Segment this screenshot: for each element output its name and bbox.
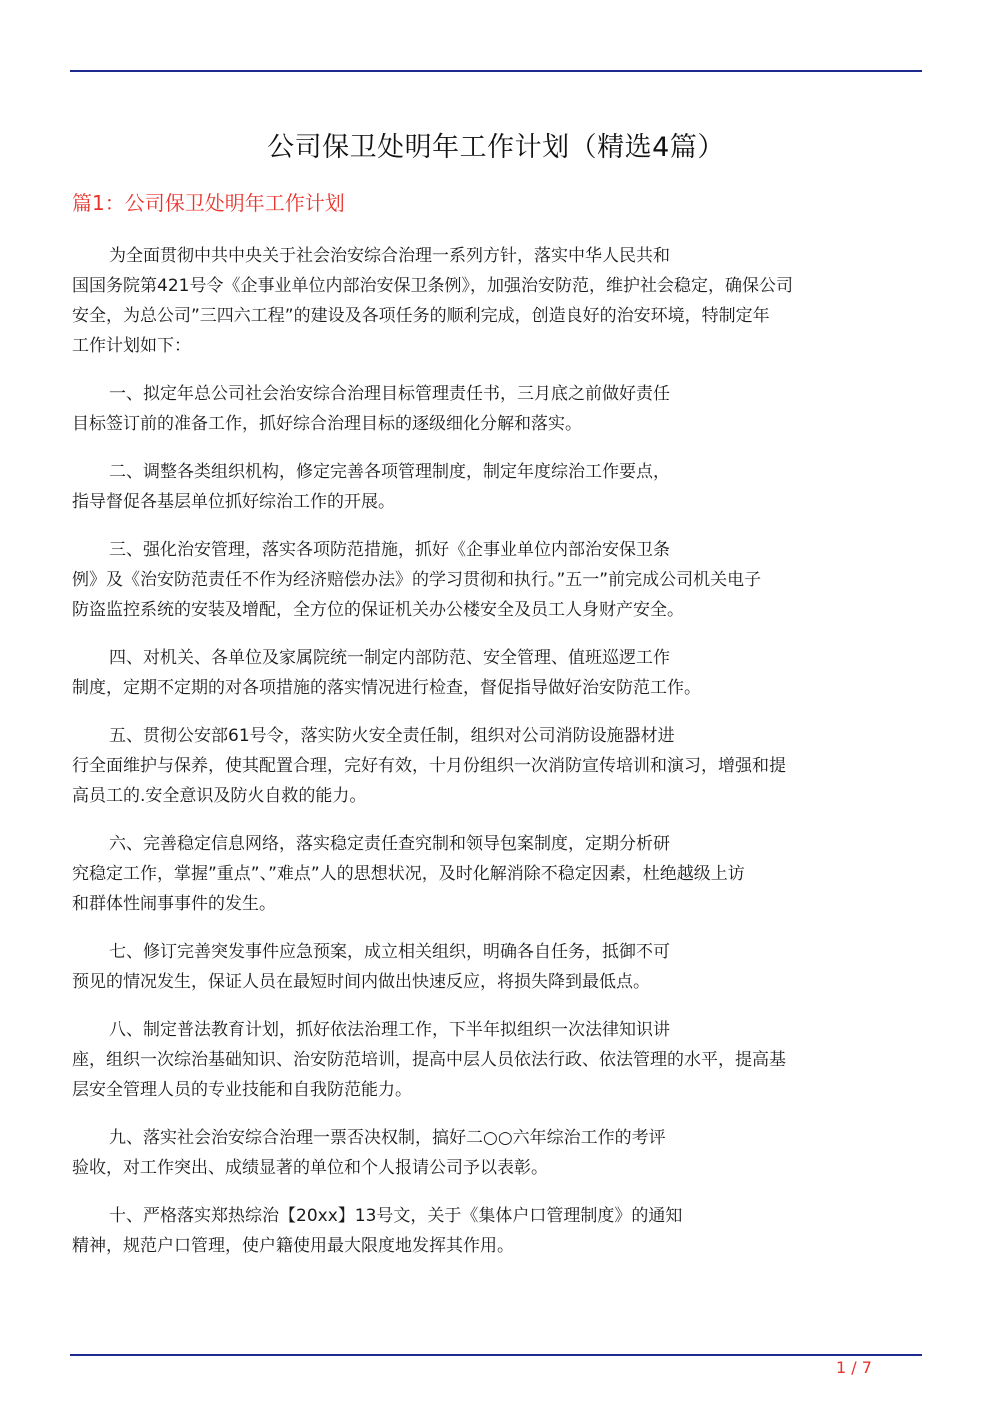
paragraph-line: 究稳定工作，掌握”重点”、”难点”人的思想状况，及时化解消除不稳定因素，杜绝越级上访 bbox=[72, 864, 745, 884]
paragraph-item-2 bbox=[72, 457, 922, 517]
paragraph-line: 国国务院第421号令《企事业单位内部治安保卫条例》，加强治安防范，维护社会稳定，确保公司 bbox=[72, 276, 793, 296]
paragraph-line: 五、贯彻公安部61号令，落实防火安全责任制，组织对公司消防设施器材进 bbox=[109, 726, 675, 746]
paragraph-line: 工作计划如下： bbox=[72, 336, 191, 356]
paragraph-line: 目标签订前的准备工作，抓好综合治理目标的逐级细化分解和落实。 bbox=[72, 414, 582, 434]
paragraph-item-10 bbox=[72, 1201, 922, 1261]
document-title: 公司保卫处明年工作计划（精选4篇） bbox=[267, 132, 725, 163]
paragraph-item-3 bbox=[72, 535, 922, 625]
document-body bbox=[72, 241, 922, 1279]
paragraph-item-1 bbox=[72, 379, 922, 439]
paragraph-item-9 bbox=[72, 1123, 922, 1183]
paragraph-line: 例》及《治安防范责任不作为经济赔偿办法》的学习贯彻和执行。”五一”前完成公司机关电子 bbox=[72, 570, 762, 590]
paragraph-line: 十、严格落实郑热综治【20xx】13号文，关于《集体户口管理制度》的通知 bbox=[109, 1206, 683, 1226]
paragraph-line: 三、强化治安管理，落实各项防范措施，抓好《企事业单位内部治安保卫条 bbox=[109, 540, 670, 560]
paragraph-line: 座，组织一次综治基础知识、治安防范培训，提高中层人员依法行政、依法管理的水平，提高基 bbox=[72, 1050, 786, 1070]
paragraph-line: 七、修订完善突发事件应急预案，成立相关组织，明确各自任务，抵御不可 bbox=[109, 942, 670, 962]
paragraph-line: 精神，规范户口管理，使户籍使用最大限度地发挥其作用。 bbox=[72, 1236, 514, 1256]
paragraph-line: 一、拟定年总公司社会治安综合治理目标管理责任书，三月底之前做好责任 bbox=[109, 384, 670, 404]
paragraph-line: 六、完善稳定信息网络，落实稳定责任查究制和领导包案制度，定期分析研 bbox=[109, 834, 670, 854]
section-heading: 篇1：公司保卫处明年工作计划 bbox=[72, 191, 345, 215]
paragraph-line: 为全面贯彻中共中央关于社会治安综合治理一系列方针，落实中华人民共和 bbox=[109, 246, 670, 266]
paragraph-intro bbox=[72, 241, 922, 361]
paragraph-line: 指导督促各基层单位抓好综治工作的开展。 bbox=[72, 492, 395, 512]
paragraph-line: 九、落实社会治安综合治理一票否决权制，搞好二○○六年综治工作的考评 bbox=[109, 1128, 666, 1148]
paragraph-line: 高员工的.安全意识及防火自救的能力。 bbox=[72, 786, 367, 806]
paragraph-item-8 bbox=[72, 1015, 922, 1105]
paragraph-line: 行全面维护与保养，使其配置合理，完好有效，十月份组织一次消防宣传培训和演习，增强和提 bbox=[72, 756, 786, 776]
paragraph-line: 二、调整各类组织机构，修定完善各项管理制度，制定年度综治工作要点， bbox=[109, 462, 670, 482]
paragraph-line: 层安全管理人员的专业技能和自我防范能力。 bbox=[72, 1080, 412, 1100]
paragraph-item-5 bbox=[72, 721, 922, 811]
paragraph-item-7 bbox=[72, 937, 922, 997]
footer-rule bbox=[70, 1354, 922, 1356]
paragraph-line: 八、制定普法教育计划，抓好依法治理工作，下半年拟组织一次法律知识讲 bbox=[109, 1020, 670, 1040]
paragraph-line: 四、对机关、各单位及家属院统一制定内部防范、安全管理、值班巡逻工作 bbox=[109, 648, 670, 668]
paragraph-line: 防盗监控系统的安装及增配，全方位的保证机关办公楼安全及员工人身财产安全。 bbox=[72, 600, 684, 620]
header-rule bbox=[70, 70, 922, 72]
paragraph-line: 验收，对工作突出、成绩显著的单位和个人报请公司予以表彰。 bbox=[72, 1158, 548, 1178]
paragraph-line: 安全，为总公司”三四六工程”的建设及各项任务的顺利完成，创造良好的治安环境，特制定年 bbox=[72, 306, 770, 326]
paragraph-item-4 bbox=[72, 643, 922, 703]
page-number: 1 / 7 bbox=[836, 1358, 872, 1377]
paragraph-item-6 bbox=[72, 829, 922, 919]
paragraph-line: 和群体性闹事事件的发生。 bbox=[72, 894, 276, 914]
paragraph-line: 预见的情况发生，保证人员在最短时间内做出快速反应，将损失降到最低点。 bbox=[72, 972, 650, 992]
paragraph-line: 制度，定期不定期的对各项措施的落实情况进行检查，督促指导做好治安防范工作。 bbox=[72, 678, 701, 698]
